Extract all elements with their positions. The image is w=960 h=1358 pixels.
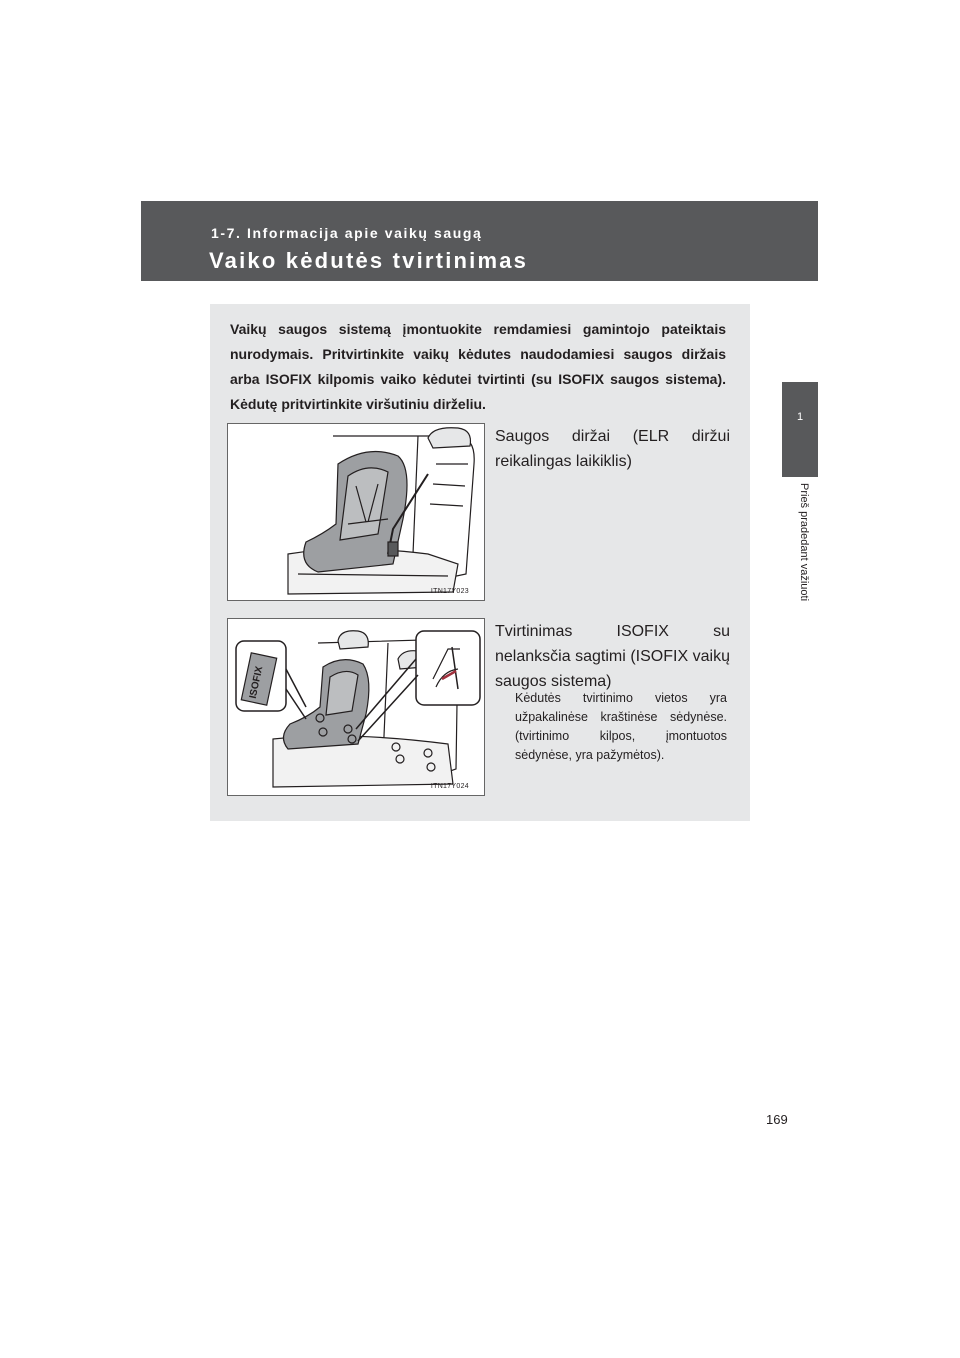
item-title-isofix: Tvirtinimas ISOFIX su nelanksčia sagtimi (ISOFIX vaikų saugos sistema) xyxy=(495,623,730,690)
isofix-illustration xyxy=(228,619,485,796)
item-note-isofix: Kėdutės tvirtinimo vietos yra užpakalinėse kraštinėse sėdynėse. (tvirtinimo kilpos, įmontuotos sėdynėse, yra pažymėtos). xyxy=(515,691,727,762)
chapter-label: Prieš pradedant važiuoti xyxy=(798,483,810,602)
figure-code: ITN17Y023 xyxy=(430,588,469,595)
header-band xyxy=(141,201,818,281)
seat-belt-illustration xyxy=(228,424,485,601)
chapter-number: 1 xyxy=(796,411,804,423)
figure-code: ITN17Y024 xyxy=(430,783,469,790)
chapter-tab xyxy=(782,382,818,477)
content-box xyxy=(210,304,750,821)
item-title-seat-belt: Saugos diržai (ELR diržui reikalingas laikiklis) xyxy=(495,428,730,470)
intro-text: Vaikų saugos sistemą įmontuokite remdamiesi gamintojo pateiktais nurodymais. Pritvirtinkite vaikų kėdutes naudodamiesi saugos diržais arba ISOFIX kilpomis vaiko kėdutei tvirtinti (su ISOFIX saugos sistema). Kėdutę pritvirtinkite viršutiniu dirželiu. xyxy=(230,321,726,412)
page-title: Vaiko kėdutės tvirtinimas xyxy=(209,248,529,273)
figure-isofix xyxy=(227,618,485,796)
section-label: 1-7. Informacija apie vaikų saugą xyxy=(211,225,483,241)
figure-seat-belt xyxy=(227,423,485,601)
isofix-label: ISOFIX xyxy=(247,665,266,700)
page-number: 169 xyxy=(766,1112,788,1127)
